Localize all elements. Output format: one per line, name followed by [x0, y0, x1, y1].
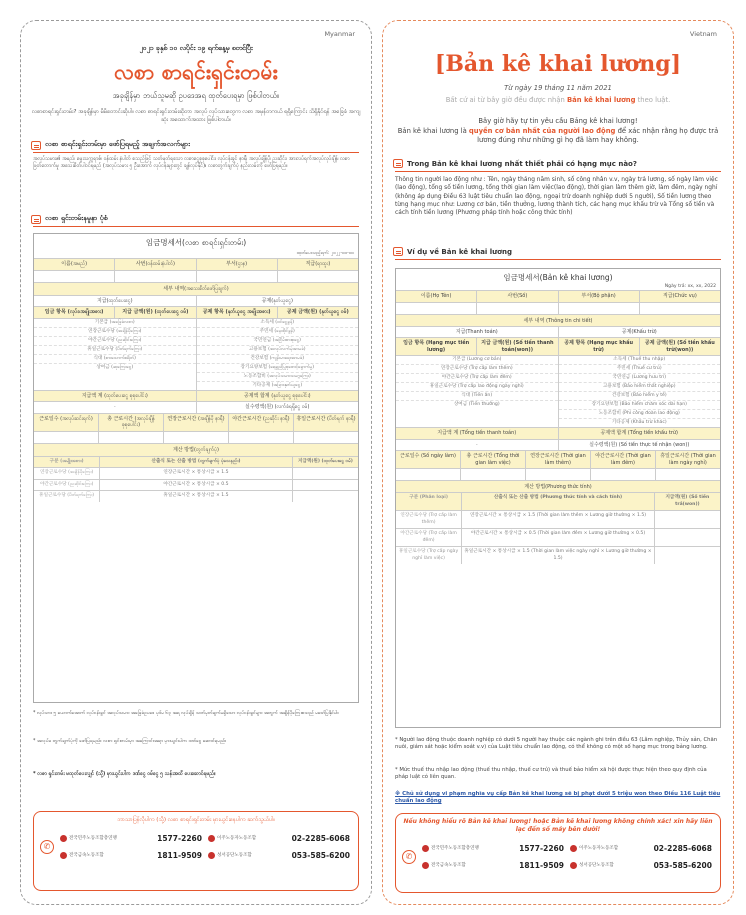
intro-text: လစာစာရင်းရှင်းတမ်း? အခုချိန်မှာ မိမိတောင်းဆိုပါ။ လစာ စာရင်းရှင်းတမ်းဆိုတာ အလုပ် လုပ်သားတွေက လစာ အမှန်တကယ် ရရှိကြောင်း သိရှိနိုင်ရန် အခြေခံ အကျဆုံး အထောက်အထား ဖြစ်ပါတယ်။	[31, 109, 361, 123]
column-header: 임금 항목 (Hạng mục tiền lương)	[396, 338, 476, 355]
deduct-item: 기타공제 (Khấu trừ khác)	[559, 418, 721, 427]
divider	[33, 152, 359, 153]
footnote: * လုပ်သား ၅ ယောက်အောက် လုပ်ငန်းခွင် အလုပ်သမား အခြေခံဥပဒေ ပုဒ်မ ၆၃ အရ လုပ်ချိန် သတ်မှတ်ချက်မရှိသော လုပ်ငန်းခွင်များ အတွက် အချိန်ပိုကြေးစသည် မဖော်ပြနိုင်ပါ။	[33, 711, 339, 716]
hours-header: 휴일근로시간 (ပိတ်ရက် နာရီ)	[293, 414, 358, 431]
section-items-title: Trong Bản kê khai lương nhất thiết phải có hạng mục nào?	[407, 159, 637, 168]
effective-date: ၂၀၂၁ ခုနှစ် ၁၀ လပိုင်း ၁၉ ရက်နေ့မှ စတင်ပြီး	[139, 44, 253, 52]
hours-header: 야간근로시간 (ညဆိုင်း နာရီ)	[228, 414, 293, 431]
calc-header: 지급액(원) (Số tiền trả(won))	[654, 493, 720, 510]
phone-number[interactable]: 1577-2260	[157, 833, 202, 843]
pay-item: 식대 (Tiền ăn)	[396, 391, 558, 400]
footnote: * အလုပ်ခ တွက်ချက်ပုံကို ဖော်ပြရမည်။ လစာ ရှင်းတမ်းမှာ အကြောင်းအရာ မှားယွင်းပါက ဒဏ်ငွေ ဆောင်ရမည်။	[33, 739, 227, 744]
document-icon	[393, 247, 403, 256]
language-tag: Vietnam	[689, 30, 717, 38]
hours-header: 근로일수 (Số ngày làm)	[396, 451, 460, 468]
total-pay: 지급액 계 (ထုတ်ပေးငွေ စုစုပေါင်း)	[34, 391, 196, 402]
document-icon	[31, 215, 41, 224]
section-example-heading	[31, 214, 361, 224]
net-pay: 실수령액(원) (လက်ခံရရှိငွေ ဝမ်)	[196, 402, 359, 413]
total-deduct: 공제액 합계 (နုတ်ယူငွေ စုစုပေါင်း)	[196, 391, 359, 402]
page-subtitle: အခုချိန်မှာ ဘယ်သူမဆို ဥပဒေအရ ထုတ်ပေးရမှာ ဖြစ်ပါတယ်။	[112, 91, 280, 100]
column-header: 공제 항목 (နုတ်ယူငွေ အမျိုးအစား)	[196, 307, 277, 318]
deduct-item: 국민연금 (Lương hưu trí)	[559, 373, 721, 382]
contact-org: 성서공단노동조합 053-585-6200	[208, 851, 350, 860]
deduct-item: 주민세 (နေထိုင်ခွန်)	[197, 327, 359, 336]
divider	[33, 226, 359, 227]
pay-item: 연장근로수당 (အချိန်ပိုကြေး)	[34, 327, 196, 336]
contact-org: 이주노동자노동조합 02-2285-6068	[208, 834, 350, 843]
calc-row-label: 휴일근로수당 (Trợ cấp ngày nghỉ làm việc)	[398, 549, 459, 561]
deduct-item: 고용보험 (အလုပ်လက်မဲ့အာမခံ)	[197, 345, 359, 354]
contact-message: ဘာသာပြန်လိုပါက (သို့) လစာ စာရင်းရှင်းတမ်း မှားယွင်းနေပါက ဆက်သွယ်ပါ။	[117, 817, 275, 823]
pay-item: 기본급 (Lương cơ bản)	[452, 357, 502, 362]
hours-header: 연장근로시간 (အချိန်ပို နာရီ)	[163, 414, 228, 431]
form-info-cell: 사번(Số)	[476, 291, 557, 302]
payslip-form: 임금명세서(လစာ စာရင်းရှင်းတမ်း) ထုတ်ပေးသည့်ရက်: ၂၀၂၂-၀၀-၀၀ 이름(အမည်) 사번(ဝန်ထမ်းနံပါတ်) 부서(ဌာန) 직급(ရာထူး) 세부 내역(အသေးစိတ်ဖော်ပြချက်) 지급(ထုတ်ပေးငွေ) 공제(နုတ်ယူငွေ) 임금 항목 (လုပ်ခအမျိုးအစား) 지급 금액(원) (ထုတ်ပေးငွေ ဝမ်) 공제 항목 (နုတ်ယူငွေ အမျိုးအစား) 공제 금액(원) (နုတ်ယူငွေ ဝမ်) 기본급 (အခြေခံလစာ) 연장근로수당 (အချိန်ပိုကြေး) 야간근로수당 (ညဆိုင်းကြေး) 휴일근로수당 (ပိတ်ရက်ကြေး) 식대 (စားသောက်စရိတ်) 상여금 (ဆုကြေးငွေ) 소득세 (ဝင်ငွေခွန်) 주민세 (နေထိုင်ခွန်) 국민연금 (အငြိမ်းစားစုငွေ) 고용보험 (အလုပ်လက်မဲ့အာမခံ) 건강보험 (ကျန်းမာရေးအာမခံ) 장기요양보험 (ရေရှည်ပြုစုစောင့်ရှောက်မှု) 노동조합비 (အလုပ်သမားသမဂ္ဂကြေး) 기타공제 (အခြားနုတ်ယူငွေ) 지급액 계 (ထုတ်ပေးငွေ စုစုပေါင်း) 공제액 합계 (နုတ်ယူငွေ စုစုပေါင်း) - 실수령액(원) (လက်ခံရရှိငွေ ဝမ်) 근로일수 (အလုပ်ဆင်းရက်) 총 근로시간 (အလုပ်ချိန် စုစုပေါင်း) 연장근로시간 (အချိန်ပို နာရီ) 야간근로시간 (ညဆိုင်း နာရီ) 휴일근로시간 (ပိတ်ရက် နာရီ) 계산 방법(တွက်ချက်ပုံ) 구분 (အမျိုးအစား) 산출식 또는 산출 방법 (တွက်ချက်ပုံ ပုံသေနည်း) 지급액(원) (ထုတ်ပေးငွေ ဝမ်) 연장근로수당 (အချိန်ပိုကြေး) 연장근로시간 × 통상시급 × 1.5 야간근로수당 (ညဆိုင်းကြေး) 야간근로시간 × 통상시급 × 0.5 휴일근로수당 (ပိတ်ရက်ကြေး) 휴일근로시간 × 통상시급 × 1.5	[33, 233, 359, 703]
phone-number[interactable]: 053-585-6200	[653, 860, 712, 870]
calc-row-label: 야간근로수당 (ညဆိုင်းကြေး)	[39, 481, 94, 487]
intro-line-2: Bản kê khai lương là quyền cơ bản nhất của người lao động để xác nhận rằng họ được trả lương đúng như những gì họ đã làm hay không.	[397, 127, 719, 144]
document-icon	[393, 159, 403, 168]
calc-row-formula: 연장근로시간 × 통상시급 × 1.5 (Thời gian làm thêm × Lương giờ thường × 1.5)	[461, 511, 654, 528]
section-example-title: လစာ ရှင်းတမ်းနမူနာ ပုံစံ	[45, 214, 108, 222]
pay-item: 휴일근로수당 (Trợ cấp lao động ngày nghỉ)	[396, 382, 558, 391]
form-info-cell: 이름(အမည်)	[34, 259, 114, 270]
form-date: Ngày trả: xx, xx, 2022	[664, 284, 716, 289]
pay-item: 식대 (စားသောက်စရိတ်)	[34, 354, 196, 363]
phone-number[interactable]: 1577-2260	[519, 843, 564, 853]
phone-number[interactable]: 02-2285-6068	[291, 833, 350, 843]
pay-item: 야간근로수당 (ညဆိုင်းကြေး)	[34, 336, 196, 345]
column-header: 공제 금액(원) (Số tiền khấu trừ(won))	[639, 338, 720, 355]
penalty-warning: ※ Chủ sử dụng vi phạm nghĩa vụ cấp Bản kê khai lương sẽ bị phạt dưới 5 triệu won theo Điều 116 Luật tiêu chuẩn lao động	[395, 791, 721, 804]
deduct-item: 건강보험 (Bảo hiểm y tế)	[559, 391, 721, 400]
document-icon	[31, 141, 41, 150]
divider	[395, 171, 721, 172]
form-date: ထုတ်ပေးသည့်ရက်: ၂၀၂၂-၀၀-၀၀	[296, 251, 354, 256]
deduct-item: 건강보험 (ကျန်းမာရေးအာမခံ)	[197, 354, 359, 363]
column-header: 공제 금액(원) (နုတ်ယူငွေ ဝမ်)	[277, 307, 358, 318]
page-subtitle: Bất cứ ai từ bây giờ đều được nhận Bản kê khai lương theo luật.	[445, 96, 671, 104]
calc-row-label: 연장근로수당 (Trợ cấp làm thêm)	[400, 513, 457, 525]
total-pay: 지급액 계 (Tổng tiền thanh toán)	[396, 428, 558, 439]
calc-row-formula: 연장근로시간 × 통상시급 × 1.5	[99, 468, 292, 479]
calc-header: 구분 (Phân loại)	[396, 493, 461, 510]
pay-item: 상여금 (ဆုကြေးငွေ)	[34, 363, 196, 385]
column-header: 공제 항목 (Hạng mục khấu trừ)	[558, 338, 639, 355]
deduct-header: 공제(Khấu trừ)	[558, 327, 721, 338]
deduct-header: 공제(နုတ်ယူငွေ)	[196, 296, 359, 307]
form-title: 임금명세서(Bản kê khai lương)	[503, 273, 613, 282]
deduct-item: 기타공제 (အခြားနုတ်ယူငွေ)	[197, 381, 359, 390]
contact-box	[33, 811, 359, 891]
vietnam-panel	[382, 20, 734, 905]
contact-org: 전국금속노동조합 1811-9509	[60, 851, 202, 860]
calc-header: 구분 (အမျိုးအစား)	[34, 457, 99, 468]
phone-number[interactable]: 053-585-6200	[291, 850, 350, 860]
deduct-item: 노동조합비 (Phí công đoàn lao động)	[559, 409, 721, 418]
contact-org: 전국민주노동조합총연맹 1577-2260	[422, 844, 564, 853]
phone-number[interactable]: 1811-9509	[157, 850, 202, 860]
hours-header: 야간근로시간 (Thời gian làm đêm)	[590, 451, 655, 468]
divider	[395, 259, 721, 260]
phone-number[interactable]: 02-2285-6068	[653, 843, 712, 853]
myanmar-panel	[20, 20, 372, 905]
column-header: 지급 금액(원) (Số tiền thanh toán(won))	[476, 338, 557, 355]
calc-bar: 계산 방법(Phương thức tính)	[396, 480, 720, 492]
detail-bar: 세부 내역(အသေးစိတ်ဖော်ပြချက်)	[34, 282, 358, 295]
footnote: * Người lao động thuộc doanh nghiệp có dưới 5 người hay thuộc các ngành ghi trên điều 63 (Lâm nghiệp, Thủy sản, Chăn nuôi, giám sát hoặc kiểm soát v.v) của Luật tiêu chuẩn lao động, có thể không có một số hạng mục trong bảng lương.	[395, 737, 718, 751]
form-info-cell: 부서(Bộ phận)	[558, 291, 639, 302]
total-deduct: 공제액 합계 (Tổng tiền khấu trừ)	[558, 428, 721, 439]
contact-box	[395, 813, 721, 893]
pay-header: 지급(Thanh toán)	[455, 328, 498, 335]
contact-message: Nếu không hiểu rõ Bản kê khai lương! hoặc Bản kê khai lương không chính xác! xin hãy liên lạc đến số máy bên dưới!	[403, 818, 713, 833]
footnote: * Mức thuế thu nhập lao động (thuế thu nhập, thuế cư trú) và thuế bảo hiểm xã hội được thực hiện theo quy định của pháp luật có liên quan.	[395, 767, 707, 781]
section-items-heading	[31, 140, 361, 150]
pay-item: 야간근로수당 (Trợ cấp làm đêm)	[396, 373, 558, 382]
deduct-item: 소득세 (Thuế thu nhập)	[613, 357, 666, 362]
column-header: 지급 금액(원) (ထုတ်ပေးငွေ ဝမ်)	[114, 307, 195, 318]
hours-header: 휴일근로시간 (Thời gian làm ngày nghỉ)	[655, 451, 720, 468]
language-tag: Myanmar	[324, 30, 355, 38]
calc-row-label: 야간근로수당 (Trợ cấp làm đêm)	[400, 531, 457, 543]
deduct-item: 국민연금 (အငြိမ်းစားစုငွေ)	[197, 336, 359, 345]
section-items-body: Thông tin người lao động như : Tên, ngày tháng năm sinh, số công nhân v.v, ngày trả lương, số ngày làm việc (lao động), tổng số tiền lương, tổng thời gian làm việc(lao động), thời gian làm thêm giờ, làm đêm, ngày nghỉ (không áp dụng Điều 63 luật tiêu chuẩn lao động, ngoại trừ doanh nghiệp dưới 5 người), Số tiền lương theo từng hạng mục như: Lương cơ bản, tiền thưởng, lương thành tích, các hạng mục khấu trừ và Tổng số tiền và cách tính tiền lương (Phương pháp tính hoặc công thức tính)	[395, 177, 718, 217]
hours-header: 총 근로시간 (Tổng thời gian làm việc)	[460, 451, 525, 468]
form-info-cell: 직급(ရာထူး)	[277, 259, 358, 270]
section-items-heading	[393, 159, 723, 168]
pay-item: 연장근로수당 (Trợ cấp làm thêm)	[396, 364, 558, 373]
form-info-cell: 이름(Họ Tên)	[396, 291, 476, 302]
form-info-cell: 사번(ဝန်ထမ်းနံပါတ်)	[114, 259, 195, 270]
calc-header: 지급액(원) (ထုတ်ပေးငွေ ဝမ်)	[292, 457, 358, 468]
penalty-warning: * လစာ ရှင်းတမ်း မထုတ်ပေးလျှင် (သို့) မှားယွင်းပါက ဒဏ်ငွေ ဝမ်ငွေ ၅ သန်းအထိ ပေးဆောင်ရမည်။	[33, 771, 216, 777]
section-items-title: လစာ စာရင်းရှင်းတမ်းမှာ ဖော်ပြရမည့် အချက်အလက်များ	[45, 140, 190, 148]
calc-row-formula: 휴일근로시간 × 통상시급 × 1.5 (Thời gian làm việc ngày nghỉ × Lương giờ thường × 1.5)	[461, 547, 654, 564]
contact-org: 전국민주노동조합총연맹 1577-2260	[60, 834, 202, 843]
page-title: လစာ စာရင်းရှင်းတမ်း	[114, 59, 278, 84]
calc-header: 산출식 또는 산출 방법 (Phương thức tính và cách tính)	[461, 493, 654, 510]
column-header: 임금 항목 (လုပ်ခအမျိုးအစား)	[34, 307, 114, 318]
form-info-cell: 직급(Chức vụ)	[639, 291, 720, 302]
pay-item: 휴일근로수당 (ပိတ်ရက်ကြေး)	[34, 345, 196, 354]
calc-row-label: 연장근로수당 (အချိန်ပိုကြေး)	[39, 470, 94, 475]
hours-header: 근로일수 (အလုပ်ဆင်းရက်)	[34, 414, 98, 431]
intro-line-1: Bây giờ hãy tự tin yêu cầu Bảng kê khai lương!	[478, 117, 638, 125]
pay-item: 상여금 (Tiền thưởng)	[396, 400, 558, 422]
deduct-item: 장기요양보험 (Bảo hiểm chăm sóc dài hạn)	[559, 400, 721, 409]
deduct-item: 장기요양보험 (ရေရှည်ပြုစုစောင့်ရှောက်မှု)	[197, 363, 359, 372]
section-example-title: Ví dụ về Bản kê khai lương	[407, 247, 512, 256]
contact-org: 전국금속노동조합 1811-9509	[422, 861, 564, 870]
net-pay: 실수령액(원) (Số tiền thực tế nhận (won))	[558, 440, 721, 451]
calc-row-formula: 야간근로시간 × 통상시급 × 0.5	[99, 480, 292, 491]
section-items-body: အလုပ်သမား၏ အမည်၊ မွေးသက္ကရာဇ်၊ ဝန်ထမ်း နံပါတ် စသည်ဖြင့် သတ်မှတ်ရသော လစာငွေစုစုပေါင်း၊ လုပ်ငန်းခွင် နာရီ၊ အလုပ်ချိန်ပို၊ ညဆိုင်း၊ အားလပ်ရက်အလုပ်လုပ်ချိန်၊ လစာ ဖြတ်တောက်မှု အသေးစိတ်ပါဝင်ရမည် (အလုပ်သမား ၅ ဦးအောက် လုပ်ငန်းများတွင် ချန်လှပ်နိုင်)။ လစာတွက်ချက်ပုံ နည်းလမ်းကို ဖော်ပြရမည်။	[33, 156, 350, 169]
calc-bar: 계산 방법(တွက်ချက်ပုံ)	[34, 443, 358, 456]
effective-date: Từ ngày 19 tháng 11 năm 2021	[504, 84, 612, 92]
deduct-item: 고용보험 (Bảo hiểm thất nghiệp)	[559, 382, 721, 391]
form-info-cell: 부서(ဌာန)	[196, 259, 277, 270]
payslip-form: 임금명세서(Bản kê khai lương) Ngày trả: xx, xx, 2022 이름(Họ Tên) 사번(Số) 부서(Bộ phận) 직급(Chức vụ) 세부 내역 (Thông tin chi tiết) 지급(Thanh toán) 공제(Khấu trừ) 임금 항목 (Hạng mục tiền lương) 지급 금액(원) (Số tiền thanh toán(won)) 공제 항목 (Hạng mục khấu trừ) 공제 금액(원) (Số tiền khấu trừ(won)) 기본급 (Lương cơ bản) 연장근로수당 (Trợ cấp làm thêm) 야간근로수당 (Trợ cấp làm đêm) 휴일근로수당 (Trợ cấp lao động ngày nghỉ) 식대 (Tiền ăn) 상여금 (Tiền thưởng) 소득세 (Thuế thu nhập) 주민세 (Thuế cư trú) 국민연금 (Lương hưu trí) 고용보험 (Bảo hiểm thất nghiệp) 건강보험 (Bảo hiểm y tế) 장기요양보험 (Bảo hiểm chăm sóc dài hạn) 노동조합비 (Phí công đoàn lao động) 기타공제 (Khấu trừ khác) 지급액 계 (Tổng tiền thanh toán) 공제액 합계 (Tổng tiền khấu trừ) - 실수령액(원) (Số tiền thực tế nhận (won)) 근로일수 (Số ngày làm) 총 근로시간 (Tổng thời gian làm việc) 연장근로시간 (Thời gian làm thêm) 야간근로시간 (Thời gian làm đêm) 휴일근로시간 (Thời gian làm ngày nghỉ) 계산 방법(Phương thức tính) 구분 (Phân loại) 산출식 또는 산출 방법 (Phương thức tính và cách tính) 지급액(원) (Số tiền trả(won)) 연장근로수당 (Trợ cấp làm thêm) 연장근로시간 × 통상시급 × 1.5 (Thời gian làm thêm × Lương giờ thường × 1.5) 야간근로수당 (Trợ cấp làm đêm) 야간근로시간 × 통상시급 × 0.5 (Thời gian làm đêm × Lương giờ thường × 0.5) 휴일근로수당 (Trợ cấp ngày nghỉ làm việc) 휴일근로시간 × 통상시급 × 1.5 (Thời gian làm việc ngày nghỉ × Lương giờ thường × 1.5)	[395, 268, 721, 728]
phone-number[interactable]: 1811-9509	[519, 860, 564, 870]
contact-org: 성서공단노동조합 053-585-6200	[570, 861, 712, 870]
phone-icon: ✆	[40, 840, 54, 854]
contact-org: 이주노동자노동조합 02-2285-6068	[570, 844, 712, 853]
calc-row-formula: 휴일근로시간 × 통상시급 × 1.5	[99, 491, 292, 502]
section-example-heading	[393, 247, 723, 256]
hours-header: 연장근로시간 (Thời gian làm thêm)	[525, 451, 590, 468]
phone-icon: ✆	[402, 850, 416, 864]
deduct-item: 노동조합비 (အလုပ်သမားသမဂ္ဂကြေး)	[197, 372, 359, 381]
page-title: [Bản kê khai lương]	[434, 51, 682, 77]
calc-header: 산출식 또는 산출 방법 (တွက်ချက်ပုံ ပုံသေနည်း)	[99, 457, 292, 468]
pay-item: 기본급 (အခြေခံလစာ)	[94, 319, 135, 325]
deduct-item: 소득세 (ဝင်ငွေခွန်)	[260, 319, 294, 325]
calc-row-label: 휴일근로수당 (ပိတ်ရက်ကြေး)	[39, 493, 95, 498]
pay-header: 지급(ထုတ်ပေးငွေ)	[96, 297, 133, 304]
detail-bar: 세부 내역 (Thông tin chi tiết)	[396, 314, 720, 326]
deduct-item: 주민세 (Thuế cư trú)	[559, 364, 721, 373]
hours-header: 총 근로시간 (အလုပ်ချိန် စုစုပေါင်း)	[98, 414, 163, 431]
form-title: 임금명세서(လစာ စာရင်းရှင်းတမ်း)	[145, 238, 247, 247]
calc-row-formula: 야간근로시간 × 통상시급 × 0.5 (Thời gian làm đêm × Lương giờ thường × 0.5)	[461, 529, 654, 546]
